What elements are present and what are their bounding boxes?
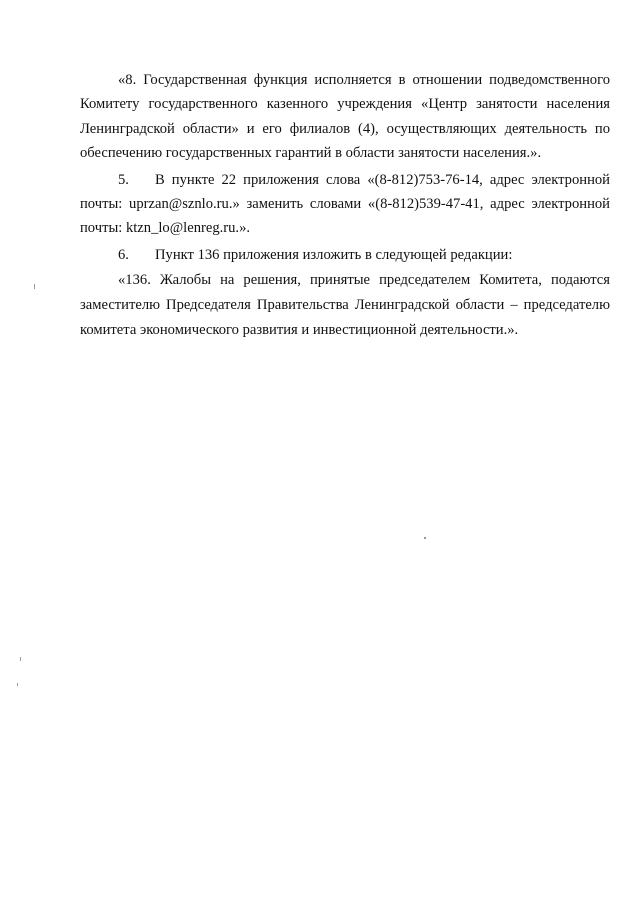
item-5-line-2: почты: uprzan@sznlo.ru.» заменить словами «(8-812)539-47-41, адрес электронной (80, 196, 610, 212)
item-6-text: Пункт 136 приложения изложить в следующей редакции: (155, 247, 513, 263)
item-5-line-1: В пункте 22 приложения слова «(8-812)753-76-14, адрес электронной (155, 172, 610, 188)
item-5-number: 5. (118, 172, 129, 188)
scan-mark (424, 537, 426, 539)
paragraph-8-line-2: Комитету государственного казенного учреждения «Центр занятости населения (80, 96, 610, 112)
paragraph-136-line-1: «136. Жалобы на решения, принятые председателем Комитета, подаются (118, 272, 610, 288)
paragraph-136-line-2: заместителю Председателя Правительства Ленинградской области – председателю (80, 297, 610, 313)
scan-mark (20, 657, 21, 661)
paragraph-8-line-4: обеспечению государственных гарантий в области занятости населения.». (80, 145, 542, 161)
paragraph-8-line-3: Ленинградской области» и его филиалов (4), осуществляющих деятельность по (80, 121, 610, 137)
item-6-number: 6. (118, 247, 129, 263)
item-5-line-3: почты: ktzn_lo@lenreg.ru.». (80, 220, 251, 236)
scan-mark (34, 284, 35, 289)
paragraph-8-line-1: «8. Государственная функция исполняется в отношении подведомственного (118, 72, 610, 88)
scan-mark (17, 683, 18, 686)
paragraph-136-line-3: комитета экономического развития и инвестиционной деятельности.». (80, 322, 519, 338)
